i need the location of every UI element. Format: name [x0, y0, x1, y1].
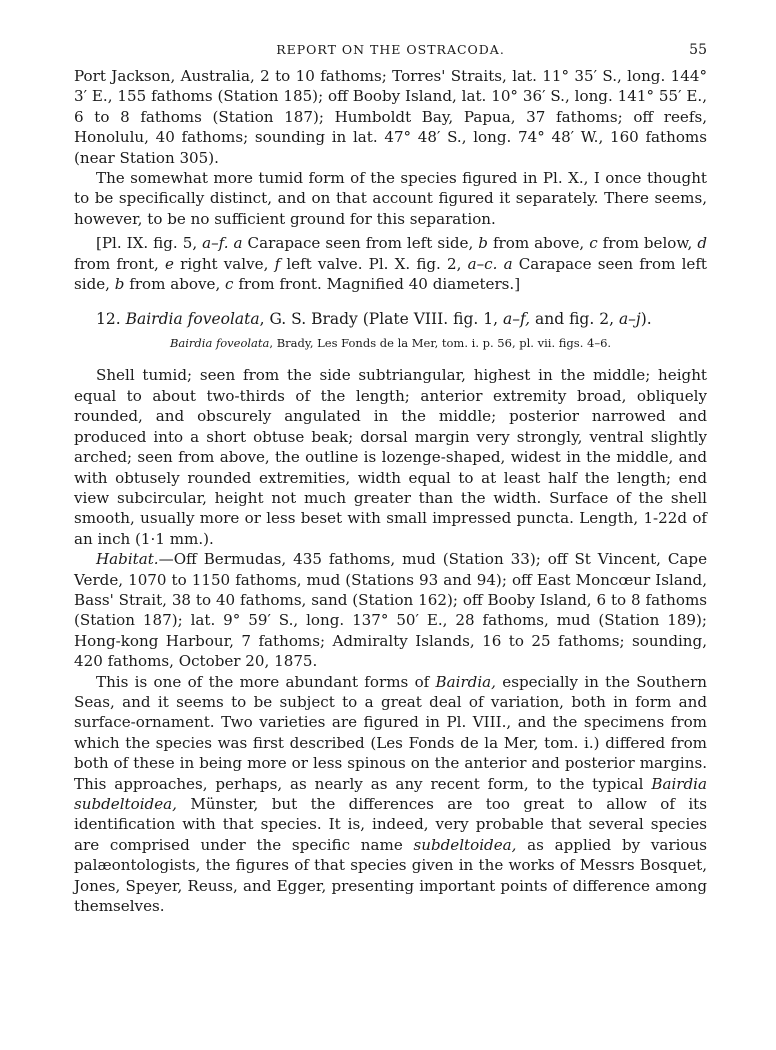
habitat-paragraph: Habitat.—Off Bermudas, 435 fathoms, mud (Station 33); off St Vincent, Cape Verde, 1070 to 1150 fathoms, mud (Stations 93 and 94); off East Moncœur Island, Bass' Strait, 38 to 40 fathoms, sand (Station 162); off Booby Island, 6 to 8 fathoms (Station 187); lat. 9° 59′ S., long. 137° 50′ E., 28 fathoms, mud (Station 189); Hong-kong Harbour, 7 fathoms; Admiralty Islands, 16 to 25 fathoms; sounding, 420 fathoms, October 20, 1875.	[74, 550, 707, 671]
synonym-reference: Bairdia foveolata, Brady, Les Fonds de la Mer, tom. i. p. 56, pl. vii. figs. 4–6.	[169, 336, 612, 351]
running-title: REPORT ON THE OSTRACODA.	[276, 42, 505, 57]
localities-paragraph: Port Jackson, Australia, 2 to 10 fathoms; Torres' Straits, lat. 11° 35′ S., long. 144° 3′ E., 155 fathoms (Station 185); off Booby Island, lat. 10° 36′ S., long. 141° 55′ E., 6 to 8 fathoms (Station 187); Humboldt Bay, Papua, 37 fathoms; off reefs, Honolulu, 40 fathoms; sounding in lat. 47° 48′ S., long. 74° 48′ W., 160 fathoms (near Station 305).	[74, 67, 707, 167]
page-number: 55	[689, 42, 707, 58]
discussion-paragraph: This is one of the more abundant forms of Bairdia, especially in the Southern Seas, and it seems to be subject to a great deal of variation, both in form and surface-ornament. Two varieties are figured in Pl. VIII., and the specimens from which the species was first described (Les Fonds de la Mer, tom. i.) differed from both of these in being more or less spinous on the anterior and posterior margins. This approaches, perhaps, as nearly as any recent form, to the typical Bairdia subdeltoidea, Münster, but the differences are too great to allow of its identification with that species. It is, indeed, very probable that several species are comprised under the specific name subdeltoidea, as applied by various palæontologists, the figures of that species given in the works of Messrs Bosquet, Jones, Speyer, Reuss, and Egger, presenting important points of difference among themselves.	[74, 672, 707, 916]
running-header	[74, 40, 707, 66]
habitat-label: Habitat.	[96, 550, 159, 569]
species-heading: 12. Bairdia foveolata, G. S. Brady (Plate VIII. fig. 1, a–f, and fig. 2, a–j).	[96, 310, 652, 329]
plate-explanation: [Pl. IX. fig. 5, a–f. a Carapace seen from left side, b from above, c from below, d from front, e right valve, f left valve. Pl. X. fig. 2, a–c. a Carapace seen from left side, b from above, c from front. Magnified 40 diameters.]	[74, 234, 707, 294]
tumid-form-paragraph: The somewhat more tumid form of the species figured in Pl. X., I once thought to be specifically distinct, and on that account figured it separately. There seems, however, to be no sufficient ground for this separation.	[74, 169, 707, 228]
document-page	[74, 40, 707, 916]
description-paragraph: Shell tumid; seen from the side subtriangular, highest in the middle; height equal to about two-thirds of the length; anterior extremity broad, obliquely rounded, and obscurely angulated in the middle; posterior narrowed and produced into a short obtuse beak; dorsal margin very strongly, ventral slightly arched; seen from above, the outline is lozenge-shaped, widest in the middle, and with obtusely rounded extremities, width equal to at least half the length; end view subcircular, height not much greater than the width. Surface of the shell smooth, usually more or less beset with small impressed puncta. Length, 1-22d of an inch (1·1 mm.).	[74, 366, 707, 548]
